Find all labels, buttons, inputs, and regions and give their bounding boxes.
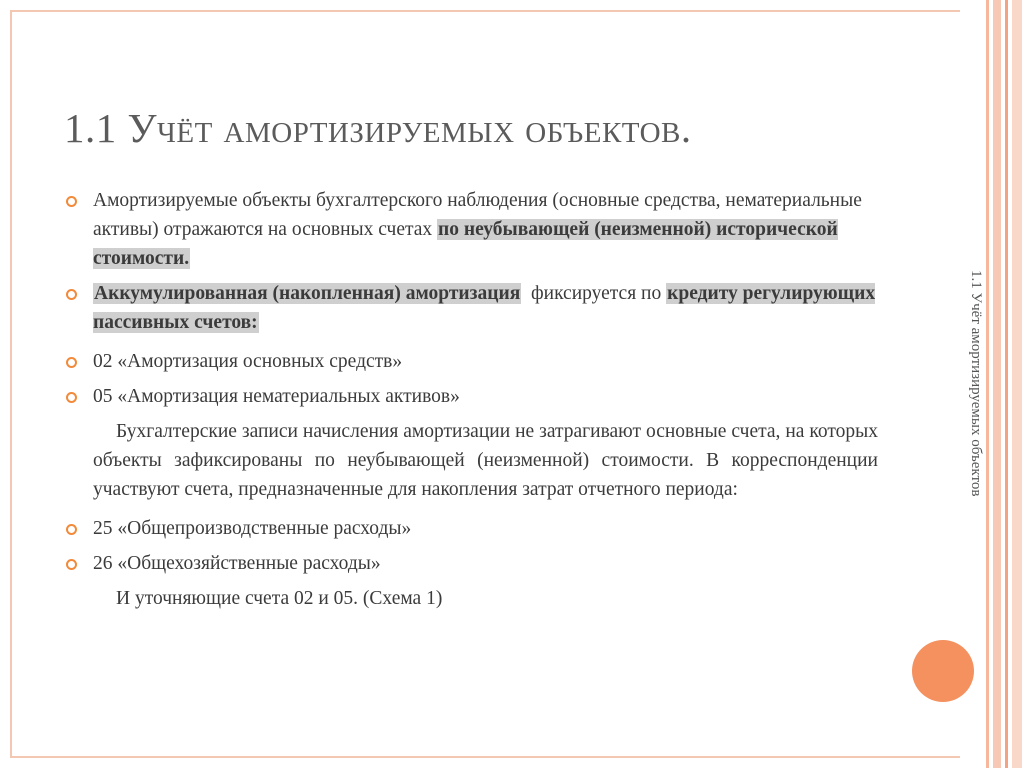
bullet-item [64, 186, 878, 273]
title-number: 1.1 [64, 105, 128, 151]
slide-content [64, 186, 878, 619]
slide-title [64, 104, 914, 152]
title-first-letter: У [127, 105, 158, 151]
item-text: 25 «Общепроизводственные расходы» [93, 518, 412, 539]
item-text: 26 «Общехозяйственные расходы» [93, 553, 381, 574]
bullet-item [64, 347, 878, 376]
bullet-circle-icon [66, 357, 77, 368]
decor-circle [912, 640, 974, 702]
decor-stripe [1012, 0, 1022, 768]
item-text: 02 «Амортизация основных средств» [93, 351, 403, 372]
bullet-item [64, 279, 878, 337]
decor-stripe [986, 0, 989, 768]
bullet-item [64, 382, 878, 411]
item-text: 05 «Амортизация нематериальных активов» [93, 386, 460, 407]
item-text: И уточняющие счета 02 и 05. (Схема 1) [116, 588, 443, 609]
item-highlight: кредиту регулирующих пассивных счетов: [93, 283, 876, 333]
bullet-circle-icon [66, 289, 77, 300]
bullet-circle-icon [66, 524, 77, 535]
title-rest: чёт амортизируемых объектов. [157, 105, 692, 151]
decor-stripe [993, 0, 1001, 768]
paragraph [64, 417, 878, 504]
bullet-circle-icon [66, 559, 77, 570]
item-text: Бухгалтерские записи начисления амортизации не затрагивают основные счета, на которых объекты зафиксированы по неубывающей (неизменной) стоимости. В корреспонденции участвуют счета, предназначенные для накопления затрат отчетного периода: [93, 421, 878, 500]
paragraph [64, 584, 878, 613]
decor-stripe [1005, 0, 1008, 768]
bullet-circle-icon [66, 392, 77, 403]
item-highlight: по неубывающей (неизменной) исторической стоимости. [93, 219, 838, 269]
bullet-item [64, 549, 878, 578]
side-label: 1.1 Учёт амортизируемых объектов [968, 270, 984, 497]
item-text: фиксируется по [521, 283, 667, 304]
bullet-circle-icon [66, 196, 77, 207]
item-highlight: Аккумулированная (накопленная) амортизация [94, 283, 521, 304]
bullet-item [64, 514, 878, 543]
item-text: Амортизируемые объекты бухгалтерского наблюдения (основные средства, нематериальные активы) отражаются на основных счетах [93, 190, 862, 240]
